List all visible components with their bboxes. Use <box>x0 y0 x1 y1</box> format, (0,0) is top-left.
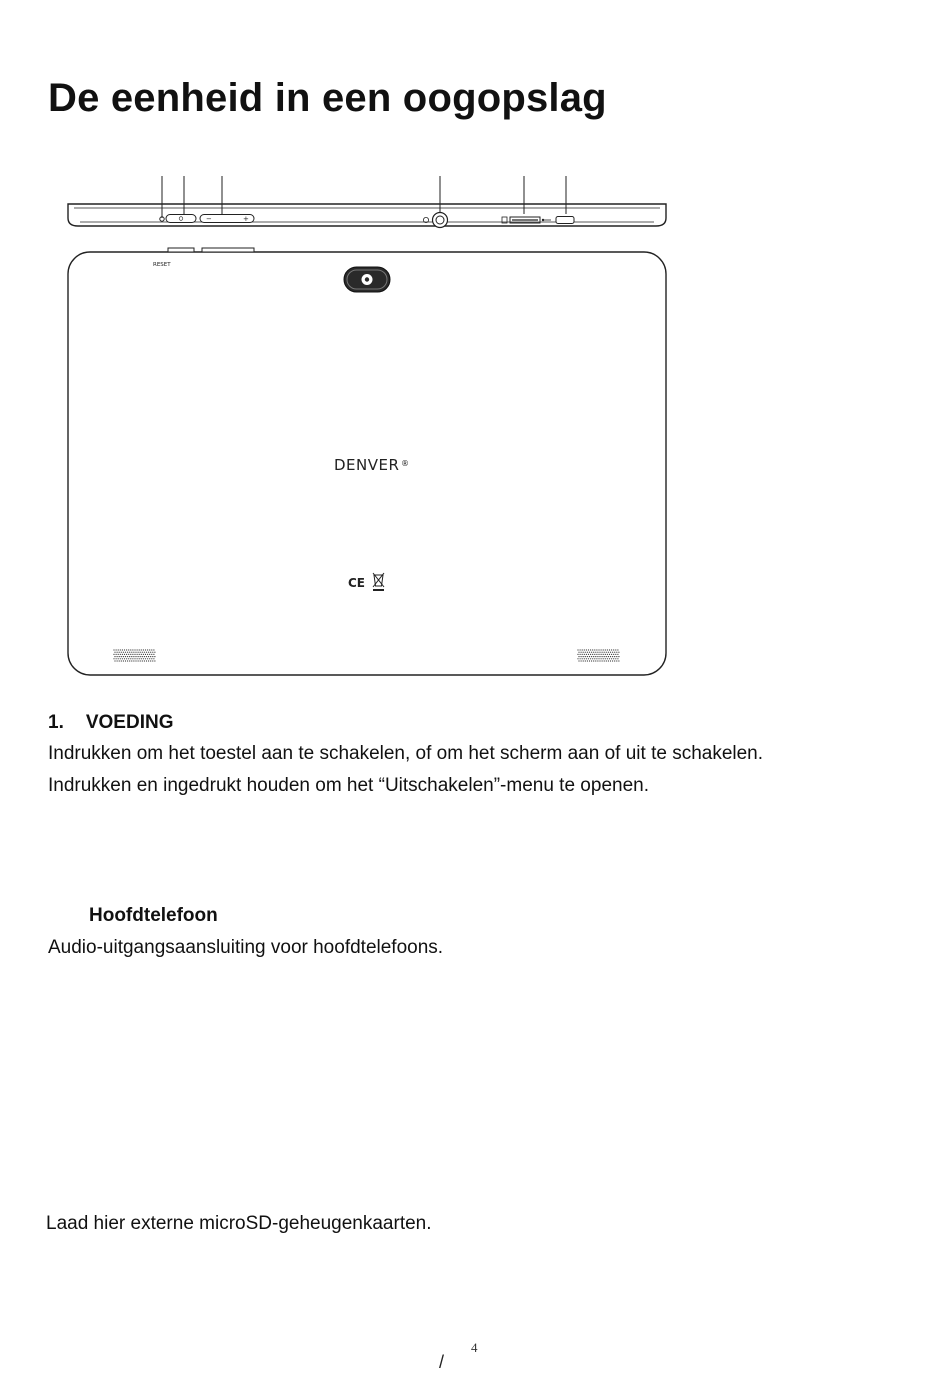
section-power-line-2: Indrukken en ingedrukt houden om het “Uitschakelen”-menu te openen. <box>48 775 649 796</box>
svg-text:+: + <box>243 215 249 223</box>
callout-lines <box>162 176 566 218</box>
volume-rocker-icon <box>200 215 254 224</box>
tablet-diagram <box>0 160 700 680</box>
section-power-heading <box>48 712 173 734</box>
reset-label: RESET <box>153 262 171 268</box>
usb-port-icon <box>542 217 574 224</box>
headphone-jack-icon <box>423 213 447 228</box>
section-power-line-1: Indrukken om het toestel aan te schakelen, of om het scherm aan of uit te schakelen. <box>48 743 764 764</box>
svg-text:CE: CE <box>348 576 366 590</box>
brand-registered-mark: ® <box>401 459 409 468</box>
brand-name: DENVER <box>334 456 400 474</box>
brand-logo <box>334 456 409 474</box>
weee-bin-icon <box>373 573 384 590</box>
section-power-title: VOEDING <box>85 712 174 733</box>
ce-mark <box>348 576 365 590</box>
section-microsd-text: Laad hier externe microSD-geheugenkaarten. <box>46 1213 432 1234</box>
speaker-grille-left-icon <box>113 649 155 661</box>
speaker-grille-right-icon <box>577 649 619 661</box>
section-headphone-text: Audio-uitgangsaansluiting voor hoofdtelefoons. <box>48 937 444 958</box>
power-button-icon <box>166 215 196 223</box>
page-number: 4 <box>471 1340 478 1355</box>
tablet-top-edge <box>68 204 666 226</box>
rear-camera-icon <box>344 267 390 292</box>
footer-mark: / <box>439 1352 445 1372</box>
page-title: De eenheid in een oogopslag <box>48 76 607 120</box>
section-headphone-title: Hoofdtelefoon <box>89 905 218 926</box>
svg-text:−: − <box>206 215 212 223</box>
section-power-number: 1. <box>48 712 64 733</box>
